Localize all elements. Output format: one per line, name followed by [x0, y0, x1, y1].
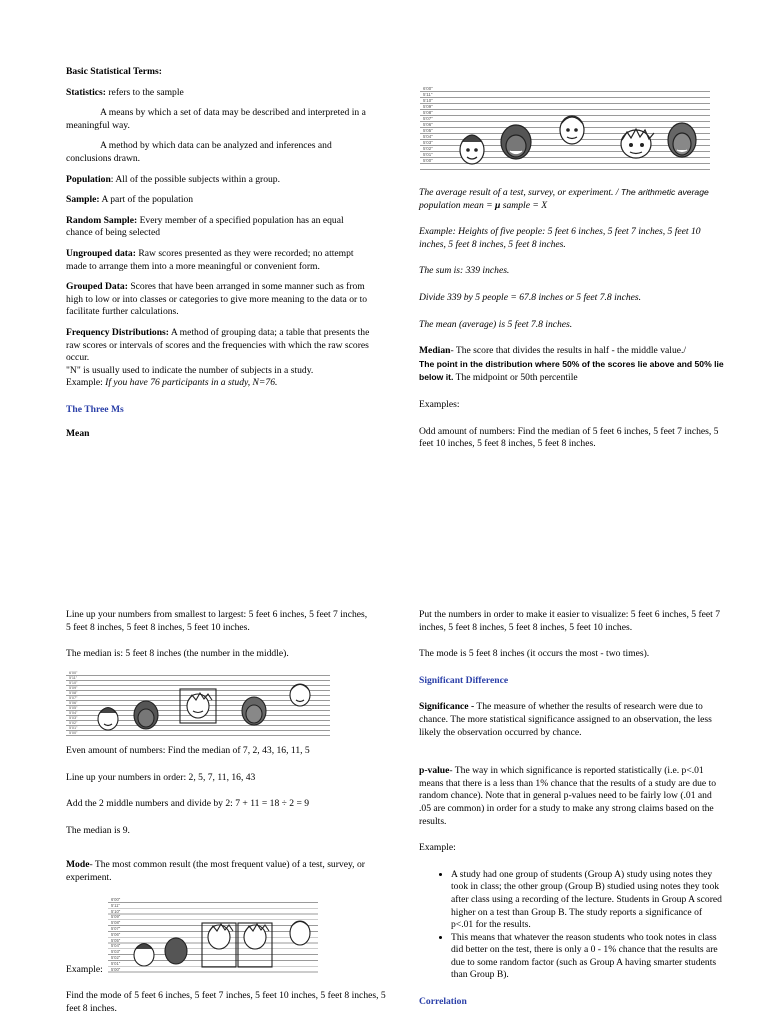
line-up-text: Line up your numbers from smallest to largest: 5 feet 6 inches, 5 feet 7 inches, 5 feet 8 inches, 5 feet 8 inches, 5 feet 10 inches.	[66, 609, 368, 633]
population-entry: Population: All of the possible subjects within a group.	[66, 173, 281, 185]
left-bottom-column	[66, 609, 372, 661]
children-drawing-icon	[454, 98, 704, 170]
height-ticks: 6'00" 5'11" 5'10" 5'09" 5'08" 5'07" 5'06" 5'05" 5'04" 5'03" 5'02" 5'01" 5'00"	[423, 86, 433, 163]
put-in-order-text: Put the numbers in order to make it easier to visualize: 5 feet 6 inches, 5 feet 7 inches, 5 feet 8 inches, 5 feet 8 inches, 5 feet 10 inches.	[419, 609, 721, 633]
even-example: Even amount of numbers: Find the median of 7, 2, 43, 16, 11, 5	[66, 745, 310, 756]
list-item: • A study had one group of students (Group A) study using notes they took in class; the other group (Group B) studied using notes they took after class using a recording of the lecture. Students in Group A scored higher on a test than Group B. The study reports a significance of p<.01 for the results.	[451, 869, 725, 932]
n-example: Example: If you have 76 participants in a study, N=76.	[66, 377, 278, 389]
statistics-entry: Statistics: refers to the sample	[66, 86, 184, 98]
random-sample-entry: Random Sample: Every member of a specified population has an equal chance of being selected	[66, 214, 344, 239]
p-value-definition: p-value- The way in which significance is reported statistically (i.e. p<.01 means that there is a less than 1% chance that the results of a study are due to random chance). Note that in general p-values need to be fairly low (.01 and .05 are common) in order for a study to make any strong claims based on the results.	[419, 765, 717, 827]
right-top-column	[419, 186, 725, 451]
statistics-paragraph-1: A means by which a set of data may be described and interpreted in a meaningful way.	[66, 107, 366, 131]
mode-ticks: 6'00" 5'11" 5'10" 5'09" 5'08" 5'07" 5'06" 5'05" 5'04" 5'03" 5'02" 5'01" 5'00"	[111, 897, 121, 972]
divide-line: Divide 339 by 5 people = 67.8 inches or 5 feet 7.8 inches.	[419, 291, 642, 303]
mean-result: The mean (average) is 5 feet 7.8 inches.	[419, 318, 573, 330]
right-bottom-column	[419, 609, 725, 1009]
three-ms-heading: The Three Ms	[66, 403, 124, 415]
examples-label: Examples:	[419, 398, 460, 410]
statistics-paragraph-2: A method by which data can be analyzed and inferences and conclusions drawn.	[66, 140, 332, 164]
left-bottom-column-2	[66, 745, 372, 885]
left-top-column	[66, 66, 372, 441]
section-title: Basic Statistical Terms:	[66, 66, 162, 77]
correlation-heading: Correlation	[419, 996, 467, 1008]
mode-is-text: The mode is 5 feet 8 inches (it occurs the most - two times).	[419, 648, 650, 660]
mode-definition: Mode- The most common result (the most frequent value) of a test, survey, or experiment.	[66, 859, 365, 883]
find-mode-text: Find the mode of 5 feet 6 inches, 5 feet 7 inches, 5 feet 10 inches, 5 feet 8 inches, 5 feet 8 inches.	[66, 990, 386, 1014]
mean-heading: Mean	[66, 428, 90, 440]
n-line: "N" is usually used to indicate the number of subjects in a study.	[66, 364, 314, 376]
grouped-entry: Grouped Data: Scores that have been arranged in some manner such as from high to low or into classes or categories to give more meaning to the data or to facilitate further calculations.	[66, 281, 368, 318]
add-line: Add the 2 middle numbers and divide by 2: 7 + 11 = 18 ÷ 2 = 9	[66, 798, 310, 810]
odd-example: Odd amount of numbers: Find the median of 5 feet 6 inches, 5 feet 7 inches, 5 feet 10 inches, 5 feet 8 inches, 5 feet 8 inches.	[419, 425, 719, 450]
significance-definition: Significance - The measure of whether the results of research were due to chance. The more statistical significance assigned to an observation, the less likely the observation occurred by chance.	[419, 701, 712, 738]
example-label: Example:	[419, 842, 456, 854]
median-9-line: The median is 9.	[66, 824, 130, 836]
mode-example-label: Example:	[66, 964, 103, 975]
mode-chart-illustration	[108, 897, 318, 973]
sample-entry: Sample: A part of the population	[66, 194, 194, 206]
sum-line: The sum is: 339 inches.	[419, 265, 510, 277]
median-ticks: 6'00" 5'11" 5'10" 5'09" 5'08" 5'07" 5'06" 5'05" 5'04" 5'03" 5'02" 5'01" 5'00"	[69, 671, 78, 735]
mean-definition: The average result of a test, survey, or experiment. / The arithmetic average population mean = μ sample = X	[419, 187, 709, 211]
frequency-entry: Frequency Distributions: A method of grouping data; a table that presents the raw scores or intervals of scores and the frequencies with which the raw scores occur.	[66, 326, 370, 364]
ungrouped-entry: Ungrouped data: Raw scores presented as they were recorded; no attempt made to arrange them into a more meaningful or convenient form.	[66, 247, 354, 272]
example-bullet-list	[419, 869, 725, 982]
list-item: • This means that whatever the reason students who took notes in class did better on the test, there is only a 0 - 1% chance that the results are due to some random factor (such as Group A having smarter students than Group B).	[451, 932, 725, 982]
children-mode-icon	[130, 907, 316, 971]
order-line: Line up your numbers in order: 2, 5, 7, 11, 16, 43	[66, 771, 256, 783]
height-chart-illustration	[420, 86, 710, 172]
median-definition: Median- The score that divides the results in half - the middle value./ The point in the distribution where 50% of the scores lie above and 50% lie below it. The midpoint or 50th percentile	[419, 345, 724, 384]
significant-difference-heading: Significant Difference	[419, 674, 509, 686]
heights-example: Example: Heights of five people: 5 feet 6 inches, 5 feet 7 inches, 5 feet 10 inches, 5 feet 8 inches, 5 feet 8 inches.	[419, 226, 701, 250]
median-is-text: The median is: 5 feet 8 inches (the number in the middle).	[66, 648, 289, 660]
median-chart-illustration	[66, 671, 330, 737]
find-mode-block	[66, 990, 386, 1015]
children-median-icon	[94, 677, 326, 735]
